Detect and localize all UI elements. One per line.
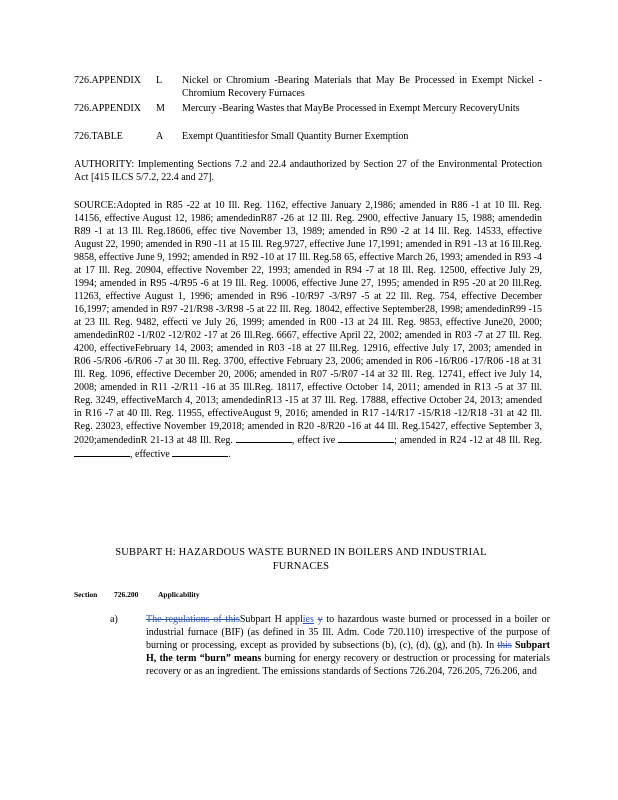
blank-effective-date xyxy=(338,433,394,443)
blank-register-page-2 xyxy=(74,447,130,457)
text-run: Subpart H appl xyxy=(239,614,303,625)
period: . xyxy=(228,449,231,460)
section-title: Applicability xyxy=(158,590,200,599)
section-number: 726.200 xyxy=(114,590,139,599)
toc-number: 726.APPENDIX xyxy=(74,75,141,86)
toc-title: Mercury -Bearing Wastes that MayBe Processed in Exempt Mercury RecoveryUnits xyxy=(182,103,520,114)
text-run: Subpart H, the term “burn” means xyxy=(146,640,550,664)
text-run: to hazardous waste burned or processed in a boiler or industrial furnace (BIF) (as defined in 35 Ill. Adm. Code 720.110) irrespective of the purpose of burning or processing, except as provided by subsections (b), (c), (d), (g), and (h). In xyxy=(146,614,551,651)
source-history: SOURCE:Adopted in R85 -22 at 10 Ill. Reg. 1162, effective January 2,1986; amended in R86 -1 at 10 Ill. Reg. 14156, effective August 12, 1986; amendedinR87 -26 at 12 Ill. Reg. 2900, effective January 15, 1988; amendedin R89 -1 at 13 Ill. Reg.18606, effec tive November 13, 1989; amended in R90 -2 at 14 Ill. Reg. 14533, effective August 22, 1990; amended in R90 -11 at 15 Ill. Reg.9727, effective June 17,1991; amended in R91 -13 at 16 Ill.Reg. 9858, effective June 9, 1992; amended in R92 -10 at 17 Ill. Reg.58 65, effective March 26, 1993; amended in R93 -4 at 17 Ill. Reg. 20904, effective November 22, 1993; amended in R94 -7 at 18 Ill. Reg. 12500, effective July 29, 1994; amended in R95 -4/R95 -6 at 19 Ill. Reg. 10006, effective June 27, 1995; amended in R95 -20 at 20 Ill.Reg. 11263, effective August 1, 1996; amended in R96 -10/R97 -3/R97 -5 at 22 Ill. Reg. 754, effective December 16,1997; amended in R97 -21/R98 -3/R98 -5 at 22 Ill. Reg. 18042, effective September28, 1998; amendedinR99 -15 at 23 Ill. Reg. 9482, effecti ve July 26, 1999; amended in R00 -13 at 24 Ill. Reg. 9853, effective June20, 2000; amendedinR02 -1/R02 -12/R02 -17 at 26 Ill.Reg. 6667, effective April 22, 2002; amended in R03 -7 at 27 Ill. Reg. 4200, effectiveFebruary 14, 2003; amended in R03 -18 at 27 Ill.Reg. 12916, effective July 17, 2003; amended in R06 -5/R06 -6/R06 -7 at 30 Ill. Reg. 3700, effective February 23, 2006; amended in R06 -16/R06 -17/R06 -18 at 31 Ill. Reg. 1096, effective December 20, 2006; amended in R07 -5/R07 -14 at 32 Ill. Reg. 12741, effect ive July 14, 2008; amended in R11 -2/R11 -16 at 35 Ill.Reg. 18117, effective October 14, 2011; amended in R13 -5 at 37 Ill. Reg. 3249, effectiveMarch 4, 2013; amendedinR13 -15 at 37 Ill. Reg. 17888, effective October 24, 2013; amended in R16 -7 at 40 Ill. Reg. 11955, effectiveAugust 9, 2016; amended in R17 -14/R17 -15/R18 -12/R18 -31 at 42 Ill. Reg. 23023, effective November 19,2018; amended in R20 -8/R20 -16 at 44 Ill. Reg.15427, effective September 3, 2020;amendedinR 21-13 at 48 Ill. Reg. xyxy=(74,200,542,446)
subpart-heading-line1: SUBPART H: HAZARDOUS WASTE BURNED IN BOILERS AND INDUSTRIAL xyxy=(115,547,487,558)
toc-title: Exempt Quantitiesfor Small Quantity Burner Exemption xyxy=(182,131,409,142)
deleted-text: this xyxy=(497,640,512,651)
inserted-text: ies xyxy=(302,614,314,625)
toc-number: 726.TABLE xyxy=(74,131,123,142)
authority-note: AUTHORITY: Implementing Sections 7.2 and 22.4 andauthorized by Section 27 of the Environmental Protection Act [415 ILCS 5/7.2, 22.4 and 27]. xyxy=(74,159,542,183)
subsection-a-text xyxy=(146,613,550,678)
toc-letter: A xyxy=(156,131,164,142)
toc-letter: L xyxy=(156,75,163,86)
semicolon: ; xyxy=(394,435,397,446)
source-effective-label: effect ive xyxy=(297,435,336,446)
deleted-text: The regulations of this xyxy=(146,614,240,625)
blank-register-page xyxy=(236,433,292,443)
toc-letter: M xyxy=(156,103,165,114)
section-label: Section xyxy=(74,590,98,599)
source-effective-label-2: effective xyxy=(135,449,170,460)
deleted-text: y xyxy=(317,614,323,625)
toc-number: 726.APPENDIX xyxy=(74,103,141,114)
source-amended: amended in R24 -12 at 48 Ill. Reg. xyxy=(399,435,543,446)
toc-title: Nickel or Chromium -Bearing Materials that May Be Processed in Exempt Nickel - Chromium Recovery Furnaces xyxy=(182,75,542,99)
text-run: burning for energy recovery or destruction or processing for materials recovery or as an ingredient. The emissions standards of Sections 726.204, 726.205, 726.206, and xyxy=(146,653,550,677)
subpart-heading-line2: FURNACES xyxy=(272,561,330,572)
subsection-letter: a) xyxy=(110,614,118,625)
source-note: SOURCE:Adopted in R85 -22 at 10 Ill. Reg. 1162, effective January 2,1986; amended in R86 -1 at 10 Ill. Reg. 14156, effective August 12, 1986; amendedinR87 -26 at 12 Ill. Reg. 2900, effective January 15, 1988; amendedin R89 -1 at 13 Ill. Reg.18606, effec tive November 13, 1989; amended in R90 -2 at 14 Ill. Reg. 14533, effective August 22, 1990; amended in R90 -11 at 15 Ill. Reg.9727, effective June 17,1991; amended in R91 -13 at 16 Ill.Reg. 9858, effective June 9, 1992; amended in R92 -10 at 17 Ill. Reg.58 65, effective March 26, 1993; amended in R93 -4 at 17 Ill. Reg. 20904, effective November 22, 1993; amended in R94 -7 at 18 Ill. Reg. 12500, effective July 29, 1994; amended in R95 -4/R95 -6 at 19 Ill. Reg. 10006, effective June 27, 1995; amended in R95 -20 at 20 Ill.Reg. 11263, effective August 1, 1996; amended in R96 -10/R97 -3/R97 -5 at 22 Ill. Reg. 754, effective December 16,1997; amended in R97 -21/R98 -3/R98 -5 at 22 Ill. Reg. 18042, effective September28, 1998; amendedinR99 -15 at 23 Ill. Reg. 9482, effecti ve July 26, 1999; amended in R00 -13 at 24 Ill. Reg. 9853, effective June20, 2000; amendedinR02 -1/R02 -12/R02 -17 at 26 Ill.Reg. 6667, effective April 22, 2002; amended in R03 -7 at 27 Ill. Reg. 4200, effectiveFebruary 14, 2003; amended in R03 -18 at 27 Ill.Reg. 12916, effective July 17, 2003; amended in R06 -5/R06 -6/R06 -7 at 30 Ill. Reg. 3700, effective February 23, 2006; amended in R06 -16/R06 -17/R06 -18 at 31 Ill. Reg. 1096, effective December 20, 2006; amended in R07 -5/R07 -14 at 32 Ill. Reg. 12741, effect ive July 14, 2008; amended in R11 -2/R11 -16 at 35 Ill.Reg. 18117, effective October 14, 2011; amended in R13 -5 at 37 Ill. Reg. 3249, effectiveMarch 4, 2013; amendedinR13 -15 at 37 Ill. Reg. 17888, effective October 24, 2013; amended in R16 -7 at 40 Ill. Reg. 11955, effectiveAugust 9, 2016; amended in R17 -14/R17 -15/R18 -12/R18 -31 at 42 Ill. Reg. 23023, effective November 19,2018; amended in R20 -8/R20 -16 at 44 Ill. Reg.15427, effective September 3, 2020;amendedinR 21-13 at 48 Ill. Reg. , effect ive ; amended in R24 -12 at 48 Ill. Reg. , effective . xyxy=(74,200,543,460)
blank-effective-date-2 xyxy=(172,447,228,457)
